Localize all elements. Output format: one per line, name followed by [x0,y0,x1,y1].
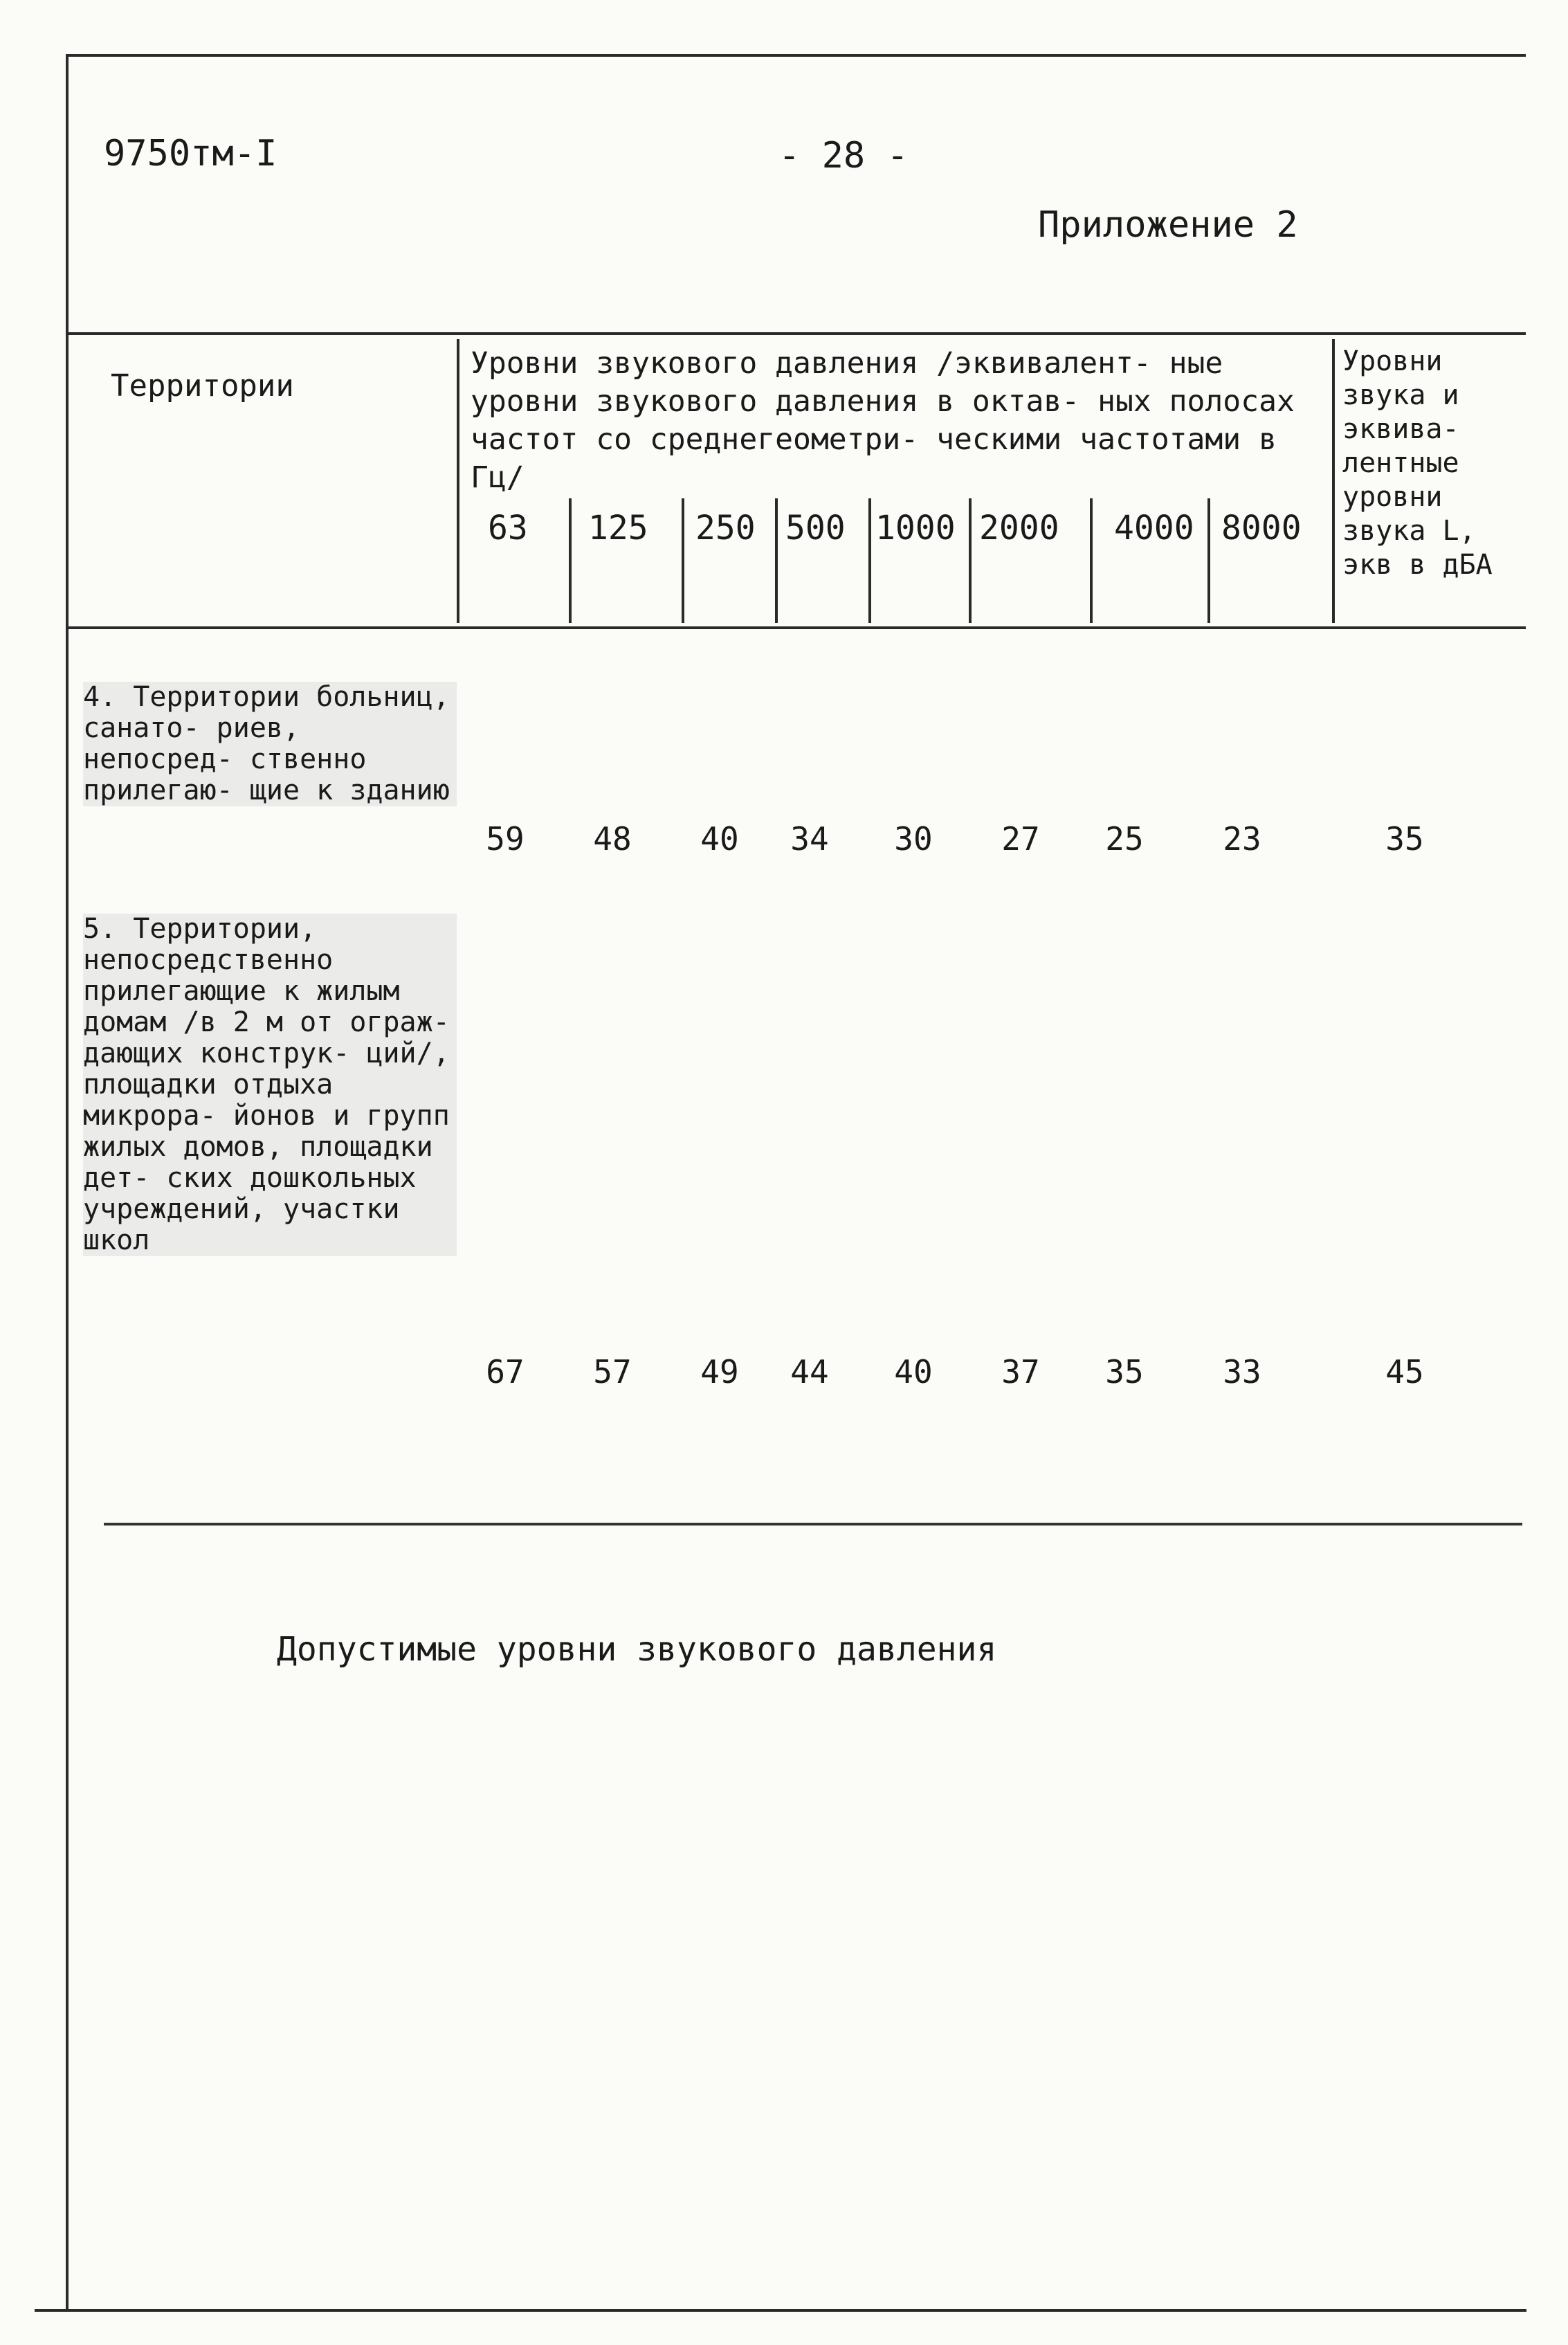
table-cell: 33 [1223,1353,1261,1391]
freq-divider [969,498,972,623]
col-divider-territory [457,339,459,623]
table-cell: 44 [790,1353,829,1391]
document-code: 9750тм-I [104,133,277,174]
freq-divider [682,498,684,623]
table-cell-sound-level: 45 [1385,1353,1424,1391]
freq-divider [1207,498,1210,623]
table-cell: 48 [593,820,632,858]
freq-divider [868,498,871,623]
freq-63: 63 [488,509,528,547]
table-end-rule [104,1523,1522,1525]
col-header-levels: Уровни звукового давления /эквивалент- ные уровни звукового давления в октав- ных полосах частот со среднегеометри- ческими частотами в Гц/ [471,346,1295,495]
table-cell: 25 [1105,820,1144,858]
table-cell: 59 [486,820,525,858]
table-cell: 34 [790,820,829,858]
table-cell: 40 [700,820,739,858]
page-border-top [66,54,1526,57]
table-cell: 23 [1223,820,1261,858]
freq-2000: 2000 [979,509,1059,547]
freq-8000: 8000 [1221,509,1302,547]
page-border-left [66,54,69,2312]
table-cell: 30 [894,820,933,858]
freq-500: 500 [785,509,846,547]
row-label-residential: 5. Территории, непосредственно прилегающие к жилым домам /в 2 м от ограж- дающих конструк- ций/, площадки отдыха микрора- йонов и групп жилых домов, площадки дет- ских дошкольных учреждений, участки школ [83,914,457,1256]
appendix-label: Приложение 2 [1038,204,1298,246]
freq-divider [1090,498,1093,623]
table-cell-sound-level: 35 [1385,820,1424,858]
table-top-rule [66,332,1526,335]
freq-250: 250 [695,509,756,547]
freq-1000: 1000 [875,509,956,547]
page-border-bottom [35,2309,1526,2312]
col-divider-sound [1332,339,1335,623]
table-cell: 49 [700,1353,739,1391]
table-cell: 40 [894,1353,933,1391]
table-cell: 67 [486,1353,525,1391]
table-cell: 27 [1001,820,1040,858]
freq-4000: 4000 [1114,509,1194,547]
table-cell: 57 [593,1353,632,1391]
col-header-sound-level: Уровни звука и эквива- лентные уровни звука L, экв в дБА [1342,345,1493,581]
table-header-bottom-rule [66,626,1526,629]
page-number: - 28 - [778,135,909,176]
freq-divider [775,498,778,623]
table-cell: 35 [1105,1353,1144,1391]
freq-divider [569,498,572,623]
col-header-territory: Территории [111,368,294,404]
table-cell: 37 [1001,1353,1040,1391]
row-label-hospitals: 4. Территории больниц, санато- риев, непосред- ственно прилегаю- щие к зданию [83,682,457,806]
table-caption: Допустимые уровни звукового давления [277,1630,997,1669]
freq-125: 125 [588,509,648,547]
